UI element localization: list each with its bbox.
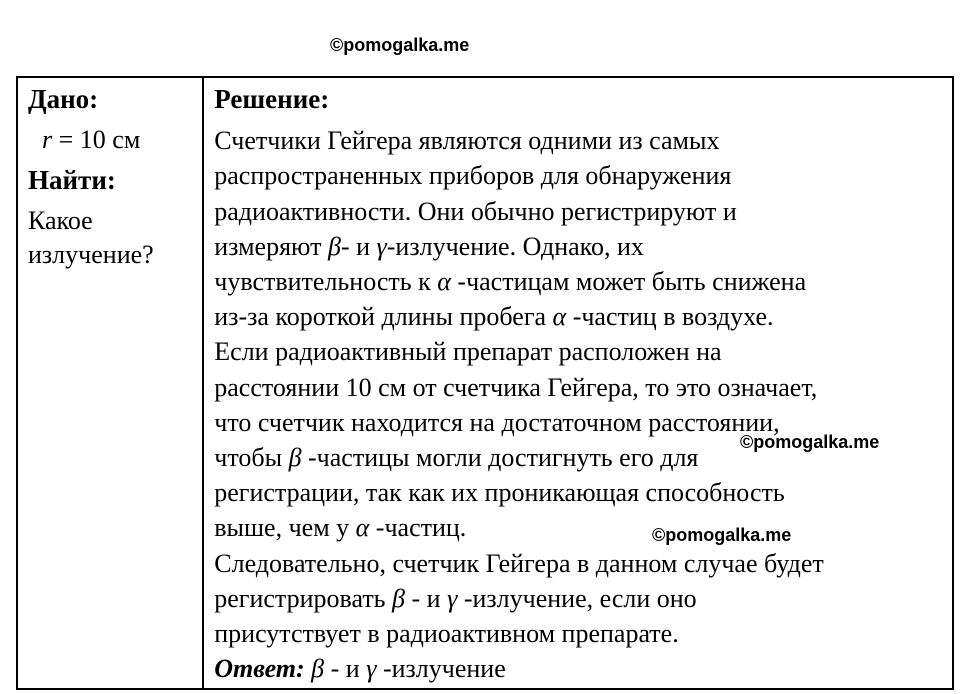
answer-text: β - и γ -излучение — [311, 654, 506, 684]
solution-line: присутствует в радиоактивном препарате. — [214, 618, 679, 648]
question-text — [28, 204, 202, 272]
given-heading: Дано: — [28, 84, 99, 114]
given-formula: r = 10 см — [42, 125, 141, 155]
watermark-bottom: ©pomogalka.me — [652, 525, 792, 545]
solution-line: чтобы β -частицы могли достигнуть его для — [214, 442, 699, 472]
solution-line: из-за короткой длины пробега α -частиц в воздухе. — [214, 302, 774, 332]
solution-table — [16, 76, 954, 690]
solution-column — [203, 77, 953, 689]
solution-line: чувствительность к α -частицам может быть снижена — [214, 266, 807, 296]
question-line: излучение? — [28, 239, 154, 269]
solution-line: Если радиоактивный препарат расположен на — [214, 337, 722, 367]
answer-label: Ответ: — [214, 654, 305, 684]
find-heading: Найти: — [28, 164, 116, 195]
solution-heading: Решение: — [214, 84, 330, 114]
solution-line: измеряют β- и γ-излучение. Однако, их — [214, 231, 644, 261]
question-line: Какое — [28, 205, 93, 235]
solution-line: распространенных приборов для обнаружения — [214, 161, 732, 191]
given-column — [17, 77, 203, 689]
solution-line: Следовательно, счетчик Гейгера в данном случае будет — [214, 548, 824, 578]
watermark-middle: ©pomogalka.me — [740, 432, 880, 452]
solution-line: регистрировать β - и γ -излучение, если оно — [214, 583, 697, 613]
answer-line — [214, 651, 944, 686]
solution-line: регистрации, так как их проникающая способность — [214, 478, 785, 508]
solution-line: расстоянии 10 см от счетчика Гейгера, то это означает, — [214, 372, 818, 402]
solution-line: выше, чем у α -частиц. — [214, 513, 467, 543]
solution-line: Счетчики Гейгера являются одними из самых — [214, 126, 720, 156]
solution-line: что счетчик находится на достаточном расстоянии, — [214, 407, 780, 437]
solution-line: радиоактивности. Они обычно регистрируют и — [214, 196, 737, 226]
watermark-top: ©pomogalka.me — [330, 35, 470, 55]
